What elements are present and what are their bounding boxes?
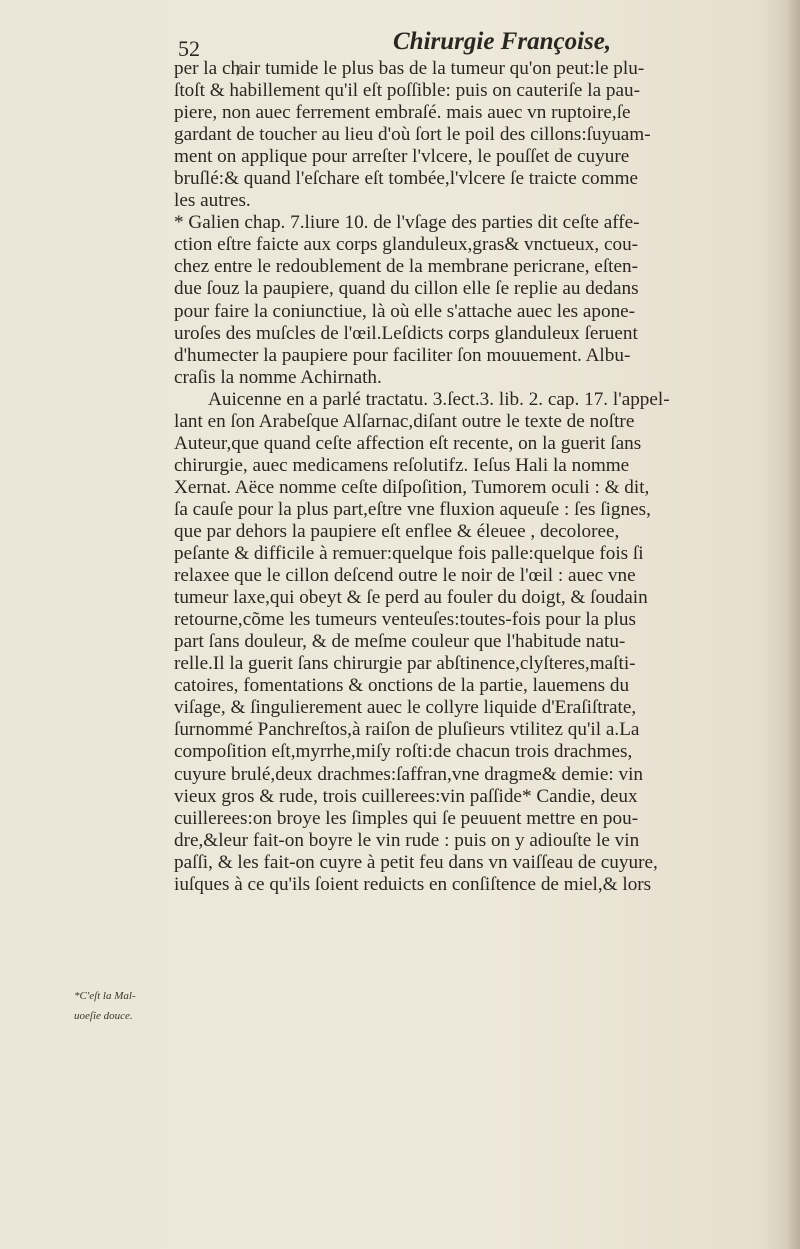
running-title: Chirurgie Françoise,	[393, 28, 612, 55]
text-line: peſante & difficile à remuer:quelque fois palle:quelque fois ſi	[174, 543, 644, 565]
text-line: que par dehors la paupiere eſt enflee & éleuee , decoloree,	[174, 520, 620, 542]
text-line: chez entre le redoublement de la membrane pericrane, eſten-	[174, 256, 638, 278]
text-line: ment on applique pour arreſter l'vlcere, le pouſſet de cuyure	[174, 146, 630, 168]
text-line: due ſouz la paupiere, quand du cillon elle ſe replie au dedans	[174, 278, 639, 300]
margin-note-line: uoeſie douce.	[74, 1010, 133, 1022]
page-edge	[786, 0, 800, 1249]
text-line: Xernat. Aëce nomme ceſte diſpoſition, Tumorem oculi : & dit,	[174, 476, 650, 498]
text-line: les autres.	[174, 190, 251, 212]
text-line: gardant de toucher au lieu d'où ſort le poil des cillons:ſuyuam-	[174, 124, 651, 146]
text-line: ſtoſt & habillement qu'il eſt poſſible: puis on cauteriſe la pau-	[174, 80, 640, 102]
margin-note	[74, 986, 170, 1026]
text-line: Auteur,que quand ceſte affection eſt recente, on la guerit ſans	[174, 432, 642, 454]
text-line: lant en ſon Arabeſque Alſarnac,diſant outre le texte de noſtre	[174, 410, 635, 432]
text-line: part ſans douleur, & de meſme couleur que l'habitude natu-	[174, 631, 626, 653]
text-line: Auicenne en a parlé tractatu. 3.ſect.3. lib. 2. cap. 17. l'appel-	[208, 388, 670, 410]
text-line: per la chair tumide le plus bas de la tumeur qu'on peut:le plu-	[174, 58, 645, 79]
text-line: uroſes des muſcles de l'œil.Leſdicts corps glanduleux ſeruent	[174, 322, 638, 344]
text-line: piere, non auec ferrement embraſé. mais auec vn ruptoire,ſe	[174, 102, 631, 124]
text-line: craſis la nomme Achirnath.	[174, 366, 382, 388]
text-line: tumeur laxe,qui obeyt & ſe perd au fouler du doigt, & ſoudain	[174, 587, 648, 609]
text-line: pour faire la coniunctiue, là où elle s'attache auec les apone-	[174, 300, 636, 322]
text-line: paſſi, & les fait-on cuyre à petit feu dans vn vaiſſeau de cuyure,	[174, 851, 658, 873]
text-line: * Galien chap. 7.liure 10. de l'vſage des parties dit ceſte affe-	[174, 212, 640, 234]
text-line: iuſques à ce qu'ils ſoient reduicts en conſiſtence de miel,& lors	[174, 873, 652, 895]
text-line: ction eſtre faicte aux corps glanduleux,gras& vnctueux, cou-	[174, 234, 639, 256]
text-line: cuillerees:on broye les ſimples qui ſe peuuent mettre en pou-	[174, 807, 639, 829]
text-line: vieux gros & rude, trois cuillerees:vin paſſide* Candie, deux	[174, 785, 638, 807]
page-number: 52	[178, 36, 200, 61]
text-line: viſage, & ſingulierement auec le collyre liquide d'Eraſiſtrate,	[174, 697, 637, 719]
text-line: catoires, fomentations & onctions de la partie, lauemens du	[174, 675, 630, 697]
text-line: dre,&leur fait-on boyre le vin rude : puis on y adiouſte le vin	[174, 829, 640, 851]
margin-note-line: *C'eſt la Mal-	[74, 990, 136, 1002]
text-line: retourne,cõme les tumeurs venteuſes:toutes-fois pour la plus	[174, 609, 636, 631]
text-line: relle.Il la guerit ſans chirurgie par abſtinence,clyſteres,maſti-	[174, 653, 636, 675]
text-line: bruſlé:& quand l'eſchare eſt tombée,l'vlcere ſe traicte comme	[174, 168, 639, 190]
body-text	[174, 58, 786, 896]
text-line: d'humecter la paupiere pour faciliter ſon mouuement. Albu-	[174, 344, 631, 366]
text-line: ſurnommé Panchreſtos,à raiſon de pluſieurs vtilitez qu'il a.La	[174, 719, 640, 741]
text-line: ſa cauſe pour la plus part,eſtre vne fluxion aqueuſe : ſes ſignes,	[174, 498, 651, 520]
text-line: chirurgie, auec medicamens reſolutifz. Ieſus Hali la nomme	[174, 454, 630, 476]
text-line: compoſition eſt,myrrhe,miſy roſti:de chacun trois drachmes,	[174, 741, 633, 763]
text-line: relaxee que le cillon deſcend outre le noir de l'œil : auec vne	[174, 565, 636, 587]
text-line: cuyure brulé,deux drachmes:ſaffran,vne dragme& demie: vin	[174, 763, 644, 785]
